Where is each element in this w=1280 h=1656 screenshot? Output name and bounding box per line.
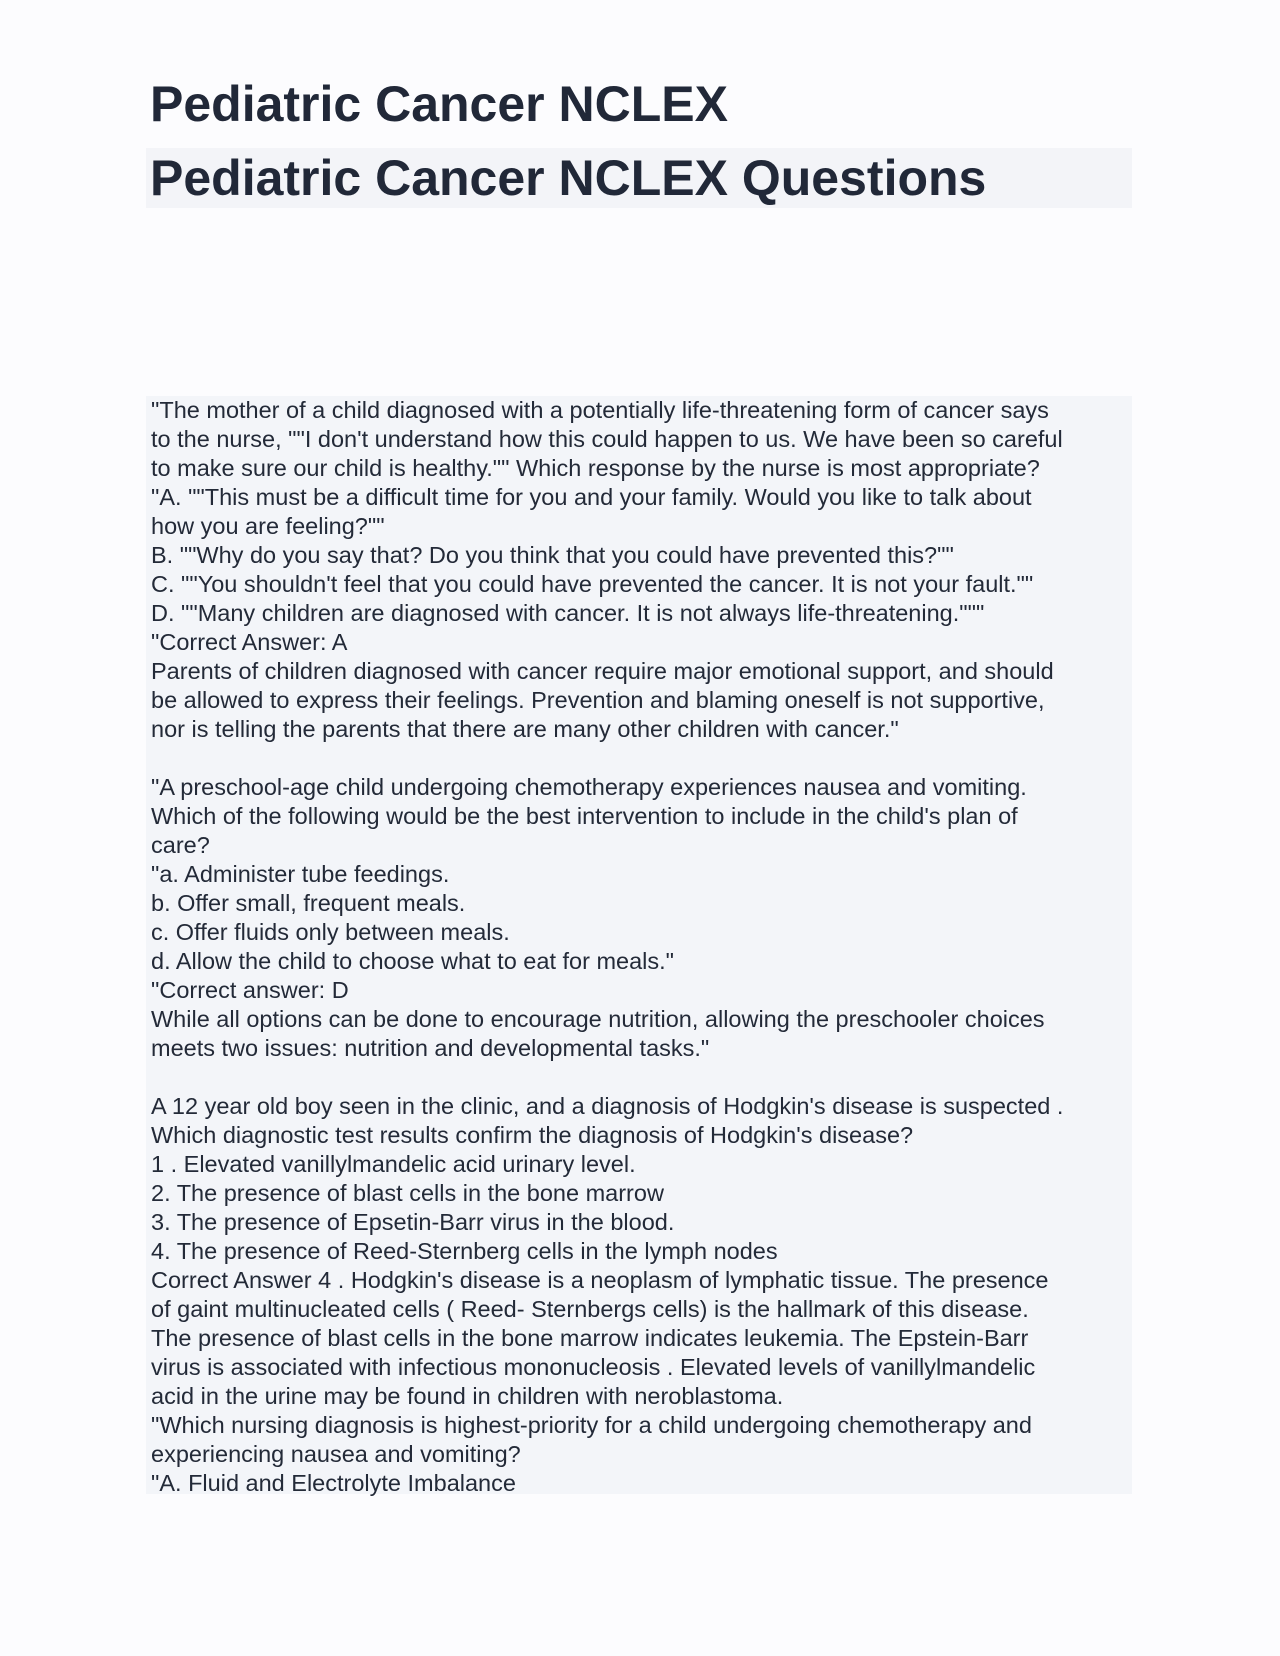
rationale-line: nor is telling the parents that there are many other children with cancer." bbox=[151, 716, 899, 742]
option-line: 4. The presence of Reed-Sternberg cells in the lymph nodes bbox=[151, 1238, 778, 1264]
spacer bbox=[151, 744, 1131, 773]
option-line: how you are feeling?"" bbox=[151, 513, 385, 539]
spacer bbox=[151, 1063, 1131, 1092]
question-line: care? bbox=[151, 832, 210, 858]
rationale-line: acid in the urine may be found in children with neroblastoma. bbox=[151, 1383, 784, 1409]
option-line: "a. Administer tube feedings. bbox=[151, 861, 450, 887]
question-line: Which diagnostic test results confirm the diagnosis of Hodgkin's disease? bbox=[151, 1122, 914, 1148]
rationale-line: be allowed to express their feelings. Prevention and blaming oneself is not supportive, bbox=[151, 687, 1045, 713]
question-line: "Which nursing diagnosis is highest-priority for a child undergoing chemotherapy and bbox=[151, 1412, 1032, 1438]
rationale-line: Parents of children diagnosed with cancer require major emotional support, and should bbox=[151, 658, 1054, 684]
rationale-line: of gaint multinucleated cells ( Reed- Sternbergs cells) is the hallmark of this disease. bbox=[151, 1296, 1029, 1322]
option-line: D. ""Many children are diagnosed with cancer. It is not always life-threatening.""" bbox=[151, 600, 985, 626]
question-list bbox=[151, 396, 1131, 1498]
question-block-3 bbox=[151, 1092, 1131, 1498]
answer-line: Correct Answer 4 . Hodgkin's disease is a neoplasm of lymphatic tissue. The presence bbox=[151, 1267, 1049, 1293]
question-line: A 12 year old boy seen in the clinic, and a diagnosis of Hodgkin's disease is suspected . bbox=[151, 1093, 1064, 1119]
option-line: "A. ""This must be a difficult time for you and your family. Would you like to talk about bbox=[151, 484, 1032, 510]
option-line: "A. Fluid and Electrolyte Imbalance bbox=[151, 1470, 516, 1496]
question-block-2 bbox=[151, 773, 1131, 1063]
answer-line: "Correct answer: D bbox=[151, 977, 349, 1003]
question-content bbox=[146, 396, 1132, 1494]
option-line: c. Offer fluids only between meals. bbox=[151, 919, 510, 945]
option-line: 3. The presence of Epsetin-Barr virus in the blood. bbox=[151, 1209, 675, 1235]
document-title: Pediatric Cancer NCLEX bbox=[150, 76, 728, 132]
answer-line: "Correct Answer: A bbox=[151, 629, 348, 655]
option-line: 1 . Elevated vanillylmandelic acid urinary level. bbox=[151, 1151, 636, 1177]
question-line: experiencing nausea and vomiting? bbox=[151, 1441, 521, 1467]
rationale-line: meets two issues: nutrition and developmental tasks." bbox=[151, 1035, 710, 1061]
rationale-line: The presence of blast cells in the bone marrow indicates leukemia. The Epstein-Barr bbox=[151, 1325, 1029, 1351]
question-line: to the nurse, ""I don't understand how this could happen to us. We have been so careful bbox=[151, 426, 1063, 452]
question-line: to make sure our child is healthy."" Which response by the nurse is most appropriate? bbox=[151, 455, 1040, 481]
rationale-line: While all options can be done to encourage nutrition, allowing the preschooler choices bbox=[151, 1006, 1045, 1032]
option-line: 2. The presence of blast cells in the bone marrow bbox=[151, 1180, 664, 1206]
document-subtitle: Pediatric Cancer NCLEX Questions bbox=[150, 150, 987, 206]
rationale-line: virus is associated with infectious mononucleosis . Elevated levels of vanillylmandelic bbox=[151, 1354, 1036, 1380]
question-line: "The mother of a child diagnosed with a potentially life-threatening form of cancer says bbox=[151, 397, 1049, 423]
option-line: b. Offer small, frequent meals. bbox=[151, 890, 466, 916]
question-line: Which of the following would be the best intervention to include in the child's plan of bbox=[151, 803, 1018, 829]
question-line: "A preschool-age child undergoing chemotherapy experiences nausea and vomiting. bbox=[151, 774, 1027, 800]
question-block-1 bbox=[151, 396, 1131, 744]
option-line: d. Allow the child to choose what to eat for meals." bbox=[151, 948, 675, 974]
option-line: B. ""Why do you say that? Do you think that you could have prevented this?"" bbox=[151, 542, 954, 568]
option-line: C. ""You shouldn't feel that you could have prevented the cancer. It is not your fault."" bbox=[151, 571, 1034, 597]
